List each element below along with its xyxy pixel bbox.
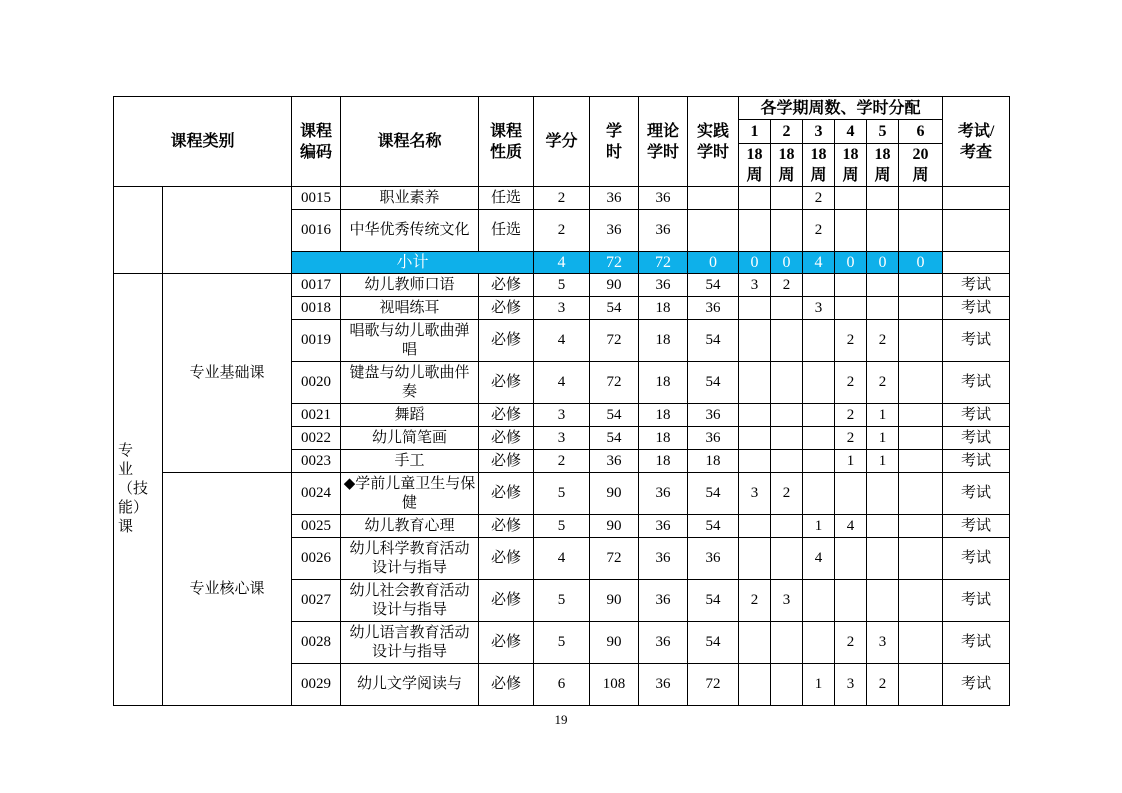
- cell-hours: 72: [590, 320, 639, 362]
- cell-semester: [867, 274, 899, 297]
- cell-semester: [899, 473, 943, 515]
- cell-semester: [899, 580, 943, 622]
- cell-hours: 36: [590, 450, 639, 473]
- cell-semester: [899, 187, 943, 210]
- cell-semester: [899, 362, 943, 404]
- cell-theory: 18: [639, 450, 688, 473]
- cell-theory: 36: [639, 473, 688, 515]
- cell-semester: 2: [739, 580, 771, 622]
- cell-semester: [803, 450, 835, 473]
- cell-semester: [899, 210, 943, 252]
- cell-name: 幼儿文学阅读与: [341, 664, 479, 706]
- cell-type: 必修: [479, 622, 534, 664]
- table-row: [114, 274, 1010, 297]
- cell-hours: 54: [590, 297, 639, 320]
- header-semester: 4: [835, 120, 867, 144]
- cell-credits: 5: [534, 473, 590, 515]
- subtotal-semester: 0: [835, 252, 867, 274]
- cell-hours: 36: [590, 210, 639, 252]
- cell-exam: 考试: [943, 320, 1010, 362]
- cell-semester: [899, 320, 943, 362]
- cell-exam: 考试: [943, 473, 1010, 515]
- header-category: 课程类别: [114, 97, 292, 187]
- cell-theory: 18: [639, 404, 688, 427]
- cell-practice: 36: [688, 427, 739, 450]
- header-semester: 3: [803, 120, 835, 144]
- cell-hours: 72: [590, 538, 639, 580]
- cell-practice: 54: [688, 274, 739, 297]
- subtotal-semester: 4: [803, 252, 835, 274]
- cell-exam: 考试: [943, 274, 1010, 297]
- cell-practice: [688, 187, 739, 210]
- cell-semester: [739, 320, 771, 362]
- cell-semester: 3: [771, 580, 803, 622]
- cell-name: 视唱练耳: [341, 297, 479, 320]
- cell-semester: 3: [739, 274, 771, 297]
- header-weeks: 18 周: [803, 144, 835, 187]
- cell-hours: 54: [590, 404, 639, 427]
- cell-credits: 5: [534, 515, 590, 538]
- cell-semester: [771, 320, 803, 362]
- cell-code: 0024: [292, 473, 341, 515]
- header-row: [114, 97, 1010, 120]
- cell-practice: 36: [688, 297, 739, 320]
- cell-hours: 72: [590, 362, 639, 404]
- course-table: [113, 96, 1010, 706]
- cell-semester: [867, 538, 899, 580]
- cell-theory: 36: [639, 538, 688, 580]
- cell-code: 0021: [292, 404, 341, 427]
- cell-practice: 72: [688, 664, 739, 706]
- cell-name: 键盘与幼儿歌曲伴奏: [341, 362, 479, 404]
- cell-theory: 36: [639, 210, 688, 252]
- cell-semester: [739, 664, 771, 706]
- cell-exam: 考试: [943, 450, 1010, 473]
- cell-semester: 1: [867, 450, 899, 473]
- cell-semester: [899, 297, 943, 320]
- subtotal-credits: 4: [534, 252, 590, 274]
- cell-semester: [739, 210, 771, 252]
- cell-type: 必修: [479, 404, 534, 427]
- cell-theory: 36: [639, 664, 688, 706]
- cell-name: 幼儿简笔画: [341, 427, 479, 450]
- cell-semester: [739, 450, 771, 473]
- cell-exam: 考试: [943, 580, 1010, 622]
- cell-semester: 2: [803, 210, 835, 252]
- cell-type: 任选: [479, 210, 534, 252]
- cell-practice: 18: [688, 450, 739, 473]
- cell-semester: 3: [739, 473, 771, 515]
- cell-hours: 90: [590, 580, 639, 622]
- cell-name: 职业素养: [341, 187, 479, 210]
- cell-theory: 36: [639, 515, 688, 538]
- cell-semester: [899, 664, 943, 706]
- header-theory: 理论 学时: [639, 97, 688, 187]
- cell-practice: 54: [688, 473, 739, 515]
- header-hours: 学 时: [590, 97, 639, 187]
- header-code: 课程 编码: [292, 97, 341, 187]
- cell-hours: 90: [590, 473, 639, 515]
- cell-semester: [803, 320, 835, 362]
- subtotal-hours: 72: [590, 252, 639, 274]
- cell-type: 任选: [479, 187, 534, 210]
- cell-semester: [803, 427, 835, 450]
- cell-name: 手工: [341, 450, 479, 473]
- cell-semester: [867, 580, 899, 622]
- cell-semester: [835, 538, 867, 580]
- cell-hours: 108: [590, 664, 639, 706]
- cell-semester: [835, 210, 867, 252]
- page-number: 19: [554, 712, 568, 727]
- cell-exam: 考试: [943, 515, 1010, 538]
- cell-code: 0015: [292, 187, 341, 210]
- cell-practice: 54: [688, 622, 739, 664]
- cell-credits: 2: [534, 187, 590, 210]
- cell-code: 0020: [292, 362, 341, 404]
- cell-semester: 2: [835, 362, 867, 404]
- cell-semester: [739, 538, 771, 580]
- cell-type: 必修: [479, 538, 534, 580]
- cell-practice: [688, 210, 739, 252]
- subtotal-exam: [943, 252, 1010, 274]
- cell-exam: 考试: [943, 664, 1010, 706]
- cell-credits: 5: [534, 274, 590, 297]
- cell-semester: [835, 580, 867, 622]
- cell-semester: 2: [867, 320, 899, 362]
- cell-semester: [899, 538, 943, 580]
- cell-name: 中华优秀传统文化: [341, 210, 479, 252]
- cell-semester: [771, 450, 803, 473]
- cell-semester: 2: [835, 404, 867, 427]
- subtotal-semester: 0: [899, 252, 943, 274]
- cell-semester: [899, 515, 943, 538]
- cell-semester: [803, 473, 835, 515]
- cell-practice: 54: [688, 515, 739, 538]
- cell-semester: 2: [867, 362, 899, 404]
- cell-credits: 3: [534, 427, 590, 450]
- cell-type: 必修: [479, 515, 534, 538]
- header-weeks: 18 周: [771, 144, 803, 187]
- cell-semester: [739, 187, 771, 210]
- cell-practice: 54: [688, 362, 739, 404]
- cell-semester: [739, 515, 771, 538]
- cell-credits: 5: [534, 580, 590, 622]
- cell-semester: 2: [771, 473, 803, 515]
- header-name: 课程名称: [341, 97, 479, 187]
- cell-credits: 5: [534, 622, 590, 664]
- header-weeks: 18 周: [867, 144, 899, 187]
- cell-type: 必修: [479, 297, 534, 320]
- cell-semester: [771, 404, 803, 427]
- cell-semester: [803, 580, 835, 622]
- cell-type: 必修: [479, 664, 534, 706]
- cell-semester: [739, 404, 771, 427]
- cell-name: 幼儿语言教育活动设计与指导: [341, 622, 479, 664]
- cell-exam: 考试: [943, 297, 1010, 320]
- cell-code: 0017: [292, 274, 341, 297]
- cell-semester: 1: [803, 515, 835, 538]
- subcategory-blank: [163, 187, 292, 274]
- cell-code: 0029: [292, 664, 341, 706]
- cell-semester: [899, 450, 943, 473]
- cell-exam: 考试: [943, 427, 1010, 450]
- cell-code: 0025: [292, 515, 341, 538]
- cell-semester: 4: [835, 515, 867, 538]
- cell-semester: 2: [835, 427, 867, 450]
- cell-code: 0019: [292, 320, 341, 362]
- cell-semester: [835, 274, 867, 297]
- cell-exam: [943, 187, 1010, 210]
- cell-semester: [771, 427, 803, 450]
- cell-semester: 2: [803, 187, 835, 210]
- cell-code: 0016: [292, 210, 341, 252]
- cell-semester: [739, 362, 771, 404]
- cell-semester: 3: [835, 664, 867, 706]
- cell-credits: 6: [534, 664, 590, 706]
- subcategory-label: 专业基础课: [163, 274, 292, 473]
- cell-name: 幼儿社会教育活动设计与指导: [341, 580, 479, 622]
- cell-type: 必修: [479, 427, 534, 450]
- cell-theory: 18: [639, 427, 688, 450]
- cell-semester: [803, 362, 835, 404]
- cell-credits: 3: [534, 404, 590, 427]
- header-semester: 2: [771, 120, 803, 144]
- cell-semester: 2: [835, 320, 867, 362]
- subtotal-semester: 0: [867, 252, 899, 274]
- cell-semester: [835, 187, 867, 210]
- cell-semester: 2: [867, 664, 899, 706]
- cell-credits: 4: [534, 320, 590, 362]
- header-credits: 学分: [534, 97, 590, 187]
- cell-code: 0026: [292, 538, 341, 580]
- cell-semester: [867, 187, 899, 210]
- cell-type: 必修: [479, 580, 534, 622]
- cell-code: 0023: [292, 450, 341, 473]
- category-blank: [114, 187, 163, 274]
- subtotal-practice: 0: [688, 252, 739, 274]
- subtotal-semester: 0: [771, 252, 803, 274]
- cell-code: 0028: [292, 622, 341, 664]
- subtotal-theory: 72: [639, 252, 688, 274]
- cell-credits: 4: [534, 362, 590, 404]
- header-semester: 1: [739, 120, 771, 144]
- cell-semester: 1: [803, 664, 835, 706]
- cell-hours: 90: [590, 515, 639, 538]
- cell-semester: [835, 297, 867, 320]
- header-practice: 实践 学时: [688, 97, 739, 187]
- cell-name: 幼儿科学教育活动设计与指导: [341, 538, 479, 580]
- cell-semester: [739, 297, 771, 320]
- cell-type: 必修: [479, 473, 534, 515]
- cell-semester: [867, 210, 899, 252]
- cell-hours: 54: [590, 427, 639, 450]
- table-row: [114, 187, 1010, 210]
- cell-name: 幼儿教育心理: [341, 515, 479, 538]
- subtotal-semester: 0: [739, 252, 771, 274]
- header-semester: 6: [899, 120, 943, 144]
- header-semesters: 各学期周数、学时分配: [739, 97, 943, 120]
- cell-semester: 1: [835, 450, 867, 473]
- cell-semester: [867, 297, 899, 320]
- cell-credits: 2: [534, 210, 590, 252]
- cell-semester: [771, 622, 803, 664]
- cell-exam: [943, 210, 1010, 252]
- cell-hours: 90: [590, 622, 639, 664]
- cell-semester: [771, 210, 803, 252]
- subtotal-label: 小计: [292, 252, 534, 274]
- header-weeks: 18 周: [835, 144, 867, 187]
- cell-name: 幼儿教师口语: [341, 274, 479, 297]
- cell-code: 0027: [292, 580, 341, 622]
- cell-semester: [803, 404, 835, 427]
- cell-theory: 36: [639, 274, 688, 297]
- header-weeks: 20 周: [899, 144, 943, 187]
- cell-theory: 36: [639, 622, 688, 664]
- cell-semester: [771, 362, 803, 404]
- cell-exam: 考试: [943, 538, 1010, 580]
- cell-theory: 36: [639, 187, 688, 210]
- cell-type: 必修: [479, 362, 534, 404]
- cell-type: 必修: [479, 274, 534, 297]
- cell-semester: [771, 297, 803, 320]
- category-professional: 专 业 （技 能） 课: [114, 274, 163, 706]
- cell-name: ◆学前儿童卫生与保健: [341, 473, 479, 515]
- cell-practice: 54: [688, 320, 739, 362]
- cell-semester: 3: [867, 622, 899, 664]
- table-row: [114, 473, 1010, 515]
- cell-semester: [739, 427, 771, 450]
- cell-name: 舞蹈: [341, 404, 479, 427]
- cell-name: 唱歌与幼儿歌曲弹唱: [341, 320, 479, 362]
- header-semester: 5: [867, 120, 899, 144]
- cell-semester: [771, 664, 803, 706]
- cell-practice: 54: [688, 580, 739, 622]
- header-weeks: 18 周: [739, 144, 771, 187]
- cell-hours: 90: [590, 274, 639, 297]
- cell-semester: [835, 473, 867, 515]
- subcategory-label: 专业核心课: [163, 473, 292, 706]
- cell-semester: [771, 187, 803, 210]
- cell-credits: 4: [534, 538, 590, 580]
- cell-semester: [899, 274, 943, 297]
- cell-semester: 1: [867, 404, 899, 427]
- cell-semester: 4: [803, 538, 835, 580]
- cell-exam: 考试: [943, 362, 1010, 404]
- cell-type: 必修: [479, 320, 534, 362]
- cell-semester: [867, 473, 899, 515]
- cell-semester: [899, 427, 943, 450]
- cell-semester: [867, 515, 899, 538]
- cell-exam: 考试: [943, 404, 1010, 427]
- cell-semester: 2: [835, 622, 867, 664]
- cell-code: 0022: [292, 427, 341, 450]
- cell-semester: [771, 538, 803, 580]
- cell-hours: 36: [590, 187, 639, 210]
- cell-semester: [899, 622, 943, 664]
- cell-theory: 18: [639, 297, 688, 320]
- cell-theory: 36: [639, 580, 688, 622]
- header-exam: 考试/ 考查: [943, 97, 1010, 187]
- header-type: 课程 性质: [479, 97, 534, 187]
- cell-theory: 18: [639, 320, 688, 362]
- cell-credits: 3: [534, 297, 590, 320]
- cell-practice: 36: [688, 538, 739, 580]
- cell-semester: 1: [867, 427, 899, 450]
- cell-semester: [803, 274, 835, 297]
- cell-code: 0018: [292, 297, 341, 320]
- cell-semester: 2: [771, 274, 803, 297]
- cell-semester: 3: [803, 297, 835, 320]
- cell-type: 必修: [479, 450, 534, 473]
- cell-exam: 考试: [943, 622, 1010, 664]
- cell-theory: 18: [639, 362, 688, 404]
- cell-semester: [899, 404, 943, 427]
- cell-semester: [771, 515, 803, 538]
- cell-semester: [803, 622, 835, 664]
- cell-semester: [739, 622, 771, 664]
- cell-credits: 2: [534, 450, 590, 473]
- cell-practice: 36: [688, 404, 739, 427]
